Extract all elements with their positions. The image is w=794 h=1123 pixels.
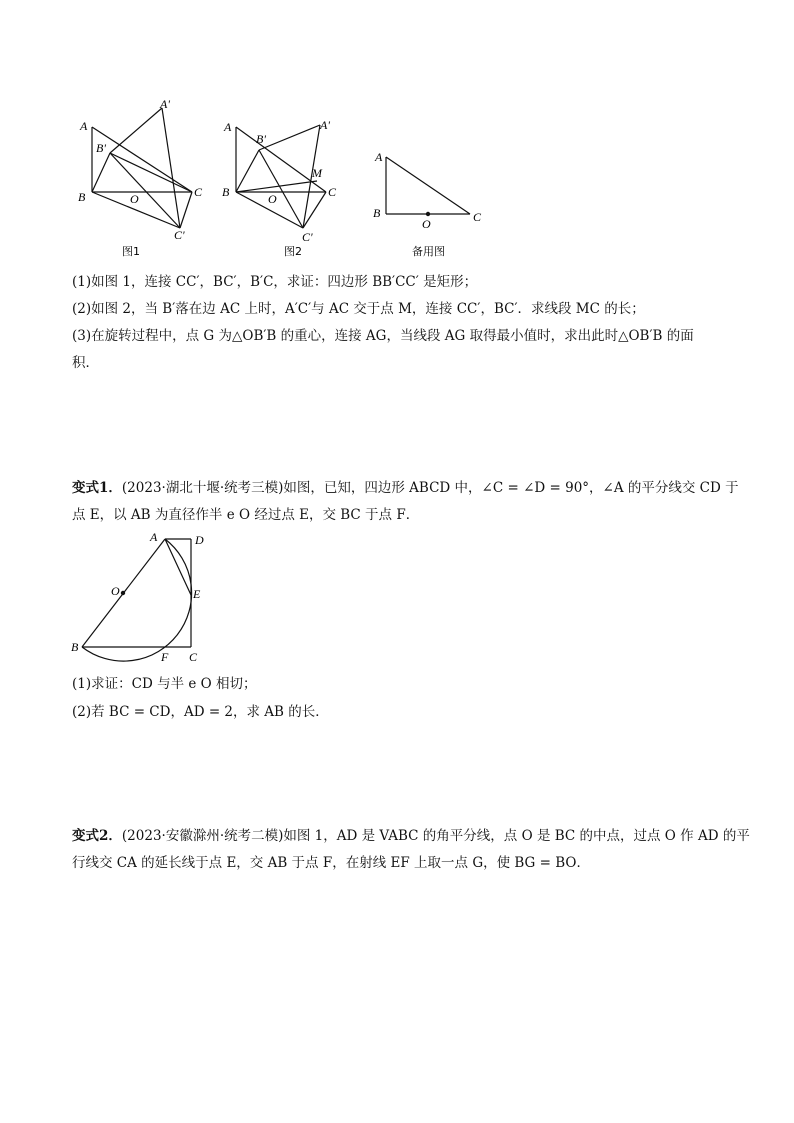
fig1-label-A: A: [80, 119, 88, 133]
variant2-line1: [72, 826, 750, 846]
problem-q1: (1)如图 1，连接 CC′，BC′，B′C，求证：四边形 BB′CC′ 是矩形；: [72, 274, 478, 290]
fig1-caption: 图1: [122, 245, 140, 258]
fig1-label-O: O: [130, 192, 139, 206]
top-figures: [70, 95, 490, 265]
fig3-caption: 备用图: [412, 245, 445, 258]
fig1-label-B: B: [78, 190, 86, 204]
v1-label-D: D: [195, 533, 204, 547]
fig2-caption: 图2: [284, 245, 302, 258]
variant1-q2: (2)若 BC = CD，AD = 2，求 AB 的长．: [72, 704, 329, 720]
variant1-figure: [68, 528, 218, 666]
variant1-line2: 点 E，以 AB 为直径作半 e O 经过点 E，交 BC 于点 F．: [72, 507, 420, 523]
v1-label-B: B: [71, 640, 79, 654]
problem-q2: (2)如图 2，当 B′落在边 AC 上时，A′C′与 AC 交于点 M，连接 CC′，BC′．求线段 MC 的长；: [72, 301, 645, 317]
fig2-label-B1: B': [256, 132, 266, 146]
fig3-label-B: B: [373, 206, 381, 220]
variant2-text-1: (2023·安徽滁州·统考二模)如图 1，AD 是 VABC 的角平分线，点 O 是 BC 的中点，过点 O 作 AD 的平: [121, 828, 750, 844]
fig1-label-B1: B': [96, 141, 106, 155]
fig3-label-C: C: [473, 210, 482, 224]
fig2-label-C1: C': [302, 230, 313, 244]
fig2-label-M: M: [312, 166, 322, 180]
fig2-label-A1: A': [320, 118, 330, 132]
variant1-q1: (1)求证：CD 与半 e O 相切；: [72, 676, 257, 692]
variant1-text-1: (2023·湖北十堰·统考三模)如图，已知，四边形 ABCD 中，∠C = ∠D = 90°，∠A 的平分线交 CD 于: [121, 480, 739, 496]
variant1-title: 变式1．: [72, 480, 122, 496]
variant1-line1: [72, 478, 739, 498]
fig1-label-C: C: [194, 185, 203, 199]
problem-q3-line2: 积．: [72, 355, 99, 371]
fig2-label-B: B: [222, 185, 230, 199]
v1-label-C: C: [189, 650, 198, 664]
v1-label-F: F: [161, 650, 169, 664]
fig3-label-O: O: [422, 217, 431, 231]
fig1-label-C1: C': [174, 228, 185, 242]
variant2-title: 变式2．: [72, 828, 122, 844]
fig2-label-O: O: [268, 192, 277, 206]
fig2-label-C: C: [328, 185, 337, 199]
fig2-label-A: A: [224, 120, 232, 134]
problem-q3-line1: (3)在旋转过程中，点 G 为△OB′B 的重心，连接 AG，当线段 AG 取得最小值时，求出此时△OB′B 的面: [72, 328, 694, 344]
variant2-line2: 行线交 CA 的延长线于点 E，交 AB 于点 F，在射线 EF 上取一点 G，使 BG = BO．: [72, 855, 590, 871]
fig1-label-A1: A': [160, 97, 170, 111]
v1-label-O: O: [111, 584, 120, 598]
v1-label-E: E: [193, 587, 201, 601]
fig3-label-A: A: [375, 150, 383, 164]
v1-label-A: A: [150, 530, 158, 544]
